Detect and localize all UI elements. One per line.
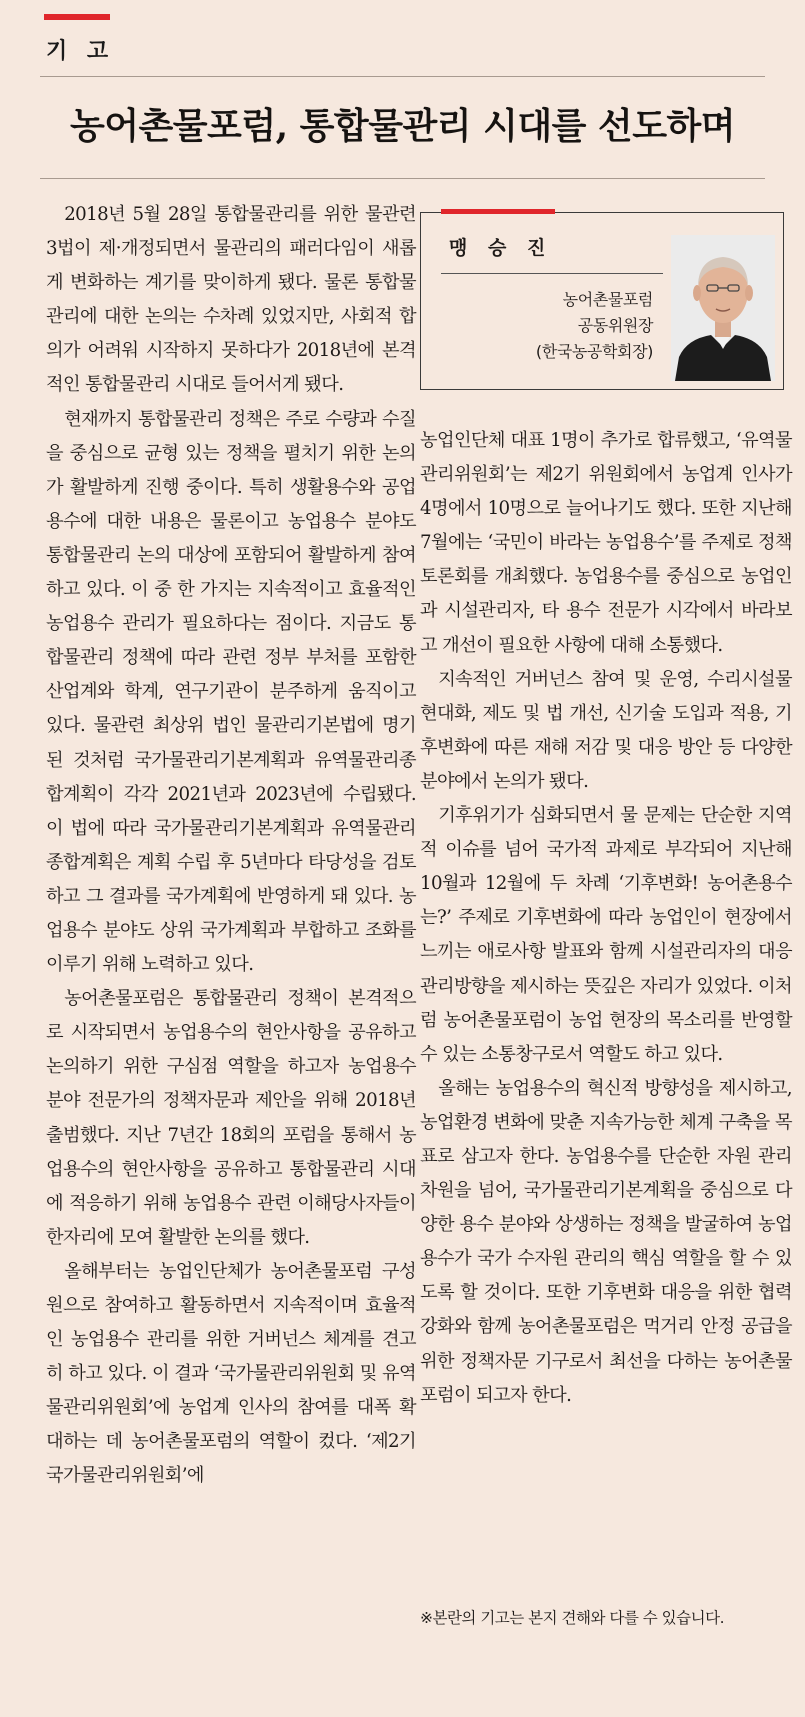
body-paragraph: 올해부터는 농업인단체가 농어촌물포럼 구성원으로 참여하고 활동하면서 지속적이며 효율적인 농업용수 관리를 위한 거버넌스 체계를 견고히 하고 있다. 이 결과 ‘국가물관리위원회 및 유역물관리위원회’에 농업계 인사의 참여를 대폭 확대하는 데 농어촌물포럼의 역할이 컸다. ‘제2기 국가물관리위원회’에 — [46, 1260, 416, 1487]
section-accent-bar — [44, 14, 110, 20]
article-body-right-column — [420, 424, 792, 1413]
header-divider — [40, 76, 765, 77]
author-box — [420, 212, 784, 390]
section-label: 기 고 — [46, 39, 115, 64]
body-paragraph: 농어촌물포럼은 통합물관리 정책이 본격적으로 시작되면서 농업용수의 현안사항을 공유하고 논의하기 위한 구심점 역할을 하고자 농업용수 분야 전문가의 정책자문과 제안을 위해 2018년 출범했다. 지난 7년간 18회의 포럼을 통해서 농업용수의 현안사항을 공유하고 통합물관리 시대에 적응하기 위해 농업용수 관련 이해당사자들이 한자리에 모여 활발한 논의를 했다. — [46, 988, 416, 1248]
author-affiliation — [536, 287, 653, 365]
article-body-left-column — [46, 198, 416, 1494]
author-divider — [441, 273, 663, 274]
body-paragraph: 2018년 5월 28일 통합물관리를 위한 물관련 3법이 제·개정되면서 물관리의 패러다임이 새롭게 변화하는 계기를 맞이하게 됐다. 물론 통합물관리에 대한 논의는 수차례 있었지만, 사회적 합의가 어려워 시작하지 못하다가 2018년에 본격적인 통합물관리 시대로 들어서게 됐다. — [46, 204, 416, 396]
author-accent-bar — [441, 209, 555, 214]
article-title: 농어촌물포럼, 통합물관리 시대를 선도하며 — [69, 105, 736, 147]
body-paragraph: 농업인단체 대표 1명이 추가로 합류했고, ‘유역물관리위원회’는 제2기 위원회에서 농업계 인사가 4명에서 10명으로 늘어나기도 했다. 또한 지난해 7월에는 ‘국민이 바라는 농업용수’를 주제로 정책토론회를 개최했다. 농업용수를 중심으로 농업인과 시설관리자, 타 용수 전문가 시각에서 바라보고 개선이 필요한 사항에 대해 소통했다. — [420, 430, 792, 656]
author-photo — [671, 235, 775, 381]
author-name: 맹 승 진 — [449, 237, 553, 259]
author-portrait-icon — [671, 235, 775, 381]
body-paragraph: 올해는 농업용수의 혁신적 방향성을 제시하고, 농업환경 변화에 맞춘 지속가능한 체계 구축을 목표로 삼고자 한다. 농업용수를 단순한 자원 관리 차원을 넘어, 국가물관리기본계획을 중심으로 다양한 용수 분야와 상생하는 정책을 발굴하여 농업용수가 국가 수자원 관리의 핵심 역할을 할 수 있도록 할 것이다. 또한 기후변화 대응을 위한 협력 강화와 함께 농어촌물포럼은 먹거리 안정 공급을 위한 정책자문 기구로서 최선을 다하는 농어촌물포럼이 되고자 한다. — [420, 1077, 792, 1406]
author-extra-title: (한국농공학회장) — [535, 342, 653, 361]
body-paragraph: 지속적인 거버넌스 참여 및 운영, 수리시설물 현대화, 제도 및 법 개선, 신기술 도입과 적용, 기후변화에 따른 재해 저감 및 대응 방안 등 다양한 분야에서 논의가 됐다. — [420, 668, 792, 792]
disclaimer-note: ※본란의 기고는 본지 견해와 다를 수 있습니다. — [420, 1609, 724, 1627]
body-paragraph: 기후위기가 심화되면서 물 문제는 단순한 지역적 이슈를 넘어 국가적 과제로 부각되어 지난해 10월과 12월에 두 차례 ‘기후변화! 농어촌용수는?’ 주제로 기후변화에 따라 농업인이 현장에서 느끼는 애로사항 발표와 함께 시설관리자의 대응관리방향을 제시하는 뜻깊은 자리가 있었다. 이처럼 농어촌물포럼이 농업 현장의 목소리를 반영할 수 있는 소통창구로서 역할도 하고 있다. — [420, 805, 792, 1065]
author-position: 공동위원장 — [577, 316, 653, 335]
title-divider — [40, 178, 765, 179]
body-paragraph: 현재까지 통합물관리 정책은 주로 수량과 수질을 중심으로 균형 있는 정책을 펼치기 위한 논의가 활발하게 진행 중이다. 특히 생활용수와 공업용수에 대한 내용은 물론이고 농업용수 분야도 통합물관리 논의 대상에 포함되어 활발하게 참여하고 있다. 이 중 한 가지는 지속적이고 효율적인 농업용수 관리가 필요하다는 점이다. 지금도 통합물관리 정책에 따라 관련 정부 부처를 포함한 산업계와 학계, 연구기관이 분주하게 움직이고 있다. 물관련 최상위 법인 물관리기본법에 명기된 것처럼 국가물관리기본계획과 유역물관리종합계획이 각각 2021년과 2023년에 수립됐다. 이 법에 따라 국가물관리기본계획과 유역물관리종합계획은 계획 수립 후 5년마다 타당성을 검토하고 그 결과를 국가계획에 반영하게 돼 있다. 농업용수 분야도 상위 국가계획과 부합하고 조화를 이루기 위해 노력하고 있다. — [46, 408, 416, 976]
author-org: 농어촌물포럼 — [562, 290, 653, 309]
